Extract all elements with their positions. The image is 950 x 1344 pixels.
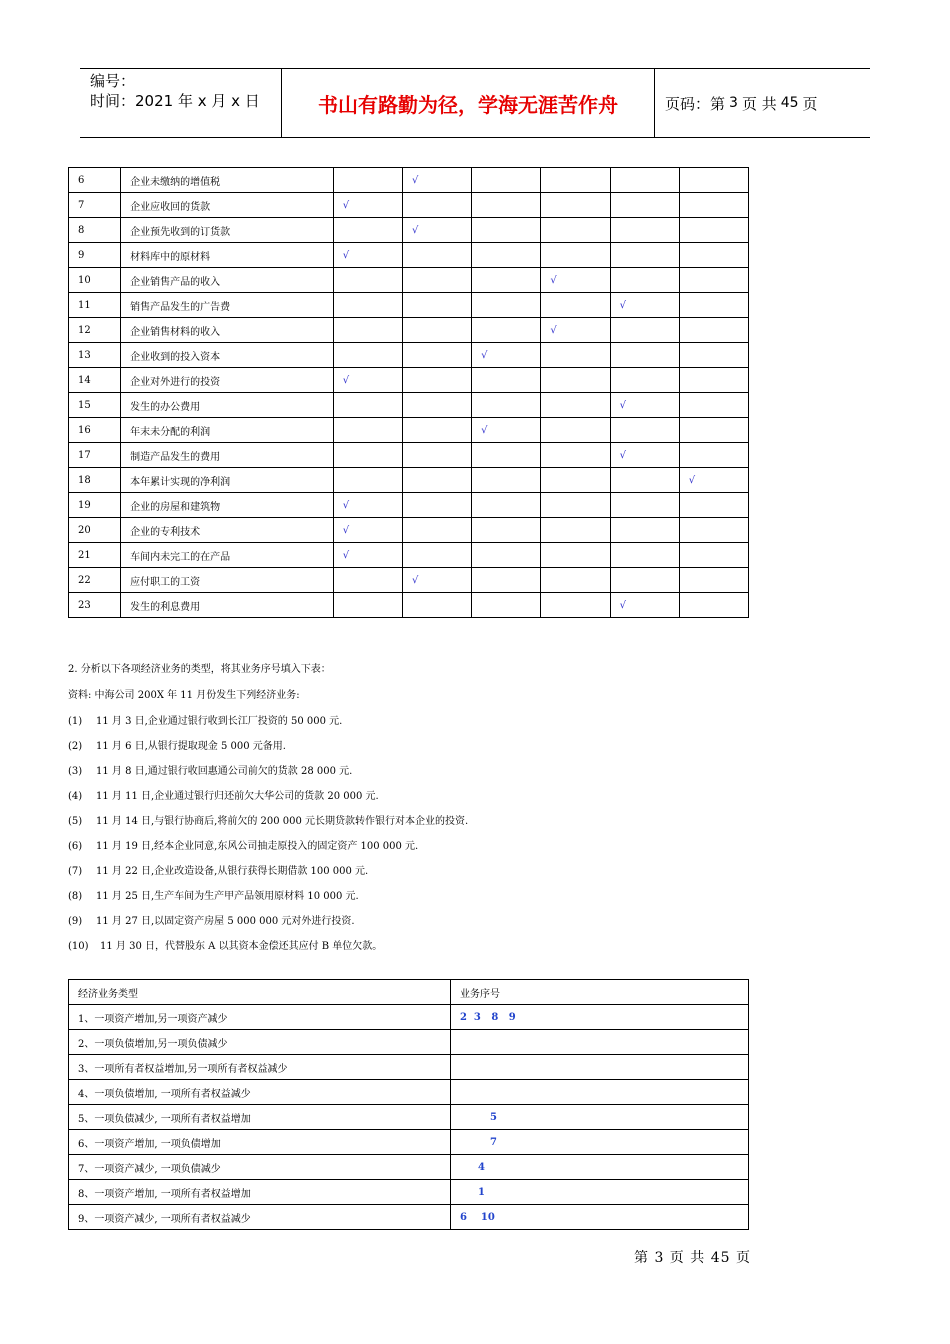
empty-cell xyxy=(610,493,679,518)
empty-cell xyxy=(679,568,748,593)
time-label: 时间：2021 年 x 月 x 日 xyxy=(90,92,260,110)
empty-cell xyxy=(333,568,402,593)
number-label: 编号： xyxy=(90,72,136,90)
header-type: 经济业务类型 xyxy=(69,980,451,1005)
empty-cell xyxy=(472,543,541,568)
empty-cell xyxy=(610,218,679,243)
row-description: 销售产品发生的广告费 xyxy=(121,293,334,318)
table-row xyxy=(69,493,749,518)
page-current: 3 xyxy=(729,95,738,111)
item-index: (2) xyxy=(68,741,83,752)
check-mark: √ xyxy=(541,268,610,293)
empty-cell xyxy=(541,393,610,418)
business-type: 3、一项所有者权益增加,另一项所有者权益减少 xyxy=(69,1055,451,1080)
empty-cell xyxy=(472,468,541,493)
row-description: 年末未分配的利润 xyxy=(121,418,334,443)
header-page-number xyxy=(655,69,870,137)
empty-cell xyxy=(472,393,541,418)
check-mark: √ xyxy=(333,368,402,393)
empty-cell xyxy=(402,318,471,343)
empty-cell xyxy=(333,418,402,443)
list-item xyxy=(68,712,342,727)
empty-cell xyxy=(402,468,471,493)
check-mark: √ xyxy=(333,243,402,268)
row-number: 23 xyxy=(69,593,121,618)
empty-cell xyxy=(402,368,471,393)
row-description: 车间内未完工的在产品 xyxy=(121,543,334,568)
item-text: 11 月 25 日,生产车间为生产甲产品领用原材料 10 000 元. xyxy=(96,891,359,902)
row-description: 企业对外进行的投资 xyxy=(121,368,334,393)
row-number: 22 xyxy=(69,568,121,593)
empty-cell xyxy=(679,218,748,243)
table-row xyxy=(69,1030,749,1055)
table-row xyxy=(69,518,749,543)
classification-table xyxy=(68,167,749,618)
page-header xyxy=(80,68,870,138)
row-description: 本年累计实现的净利润 xyxy=(121,468,334,493)
item-index: (9) xyxy=(68,916,83,927)
table-row xyxy=(69,1155,749,1180)
check-mark: √ xyxy=(610,443,679,468)
empty-cell xyxy=(610,193,679,218)
check-mark: √ xyxy=(610,393,679,418)
item-text: 11 月 27 日,以固定资产房屋 5 000 000 元对外进行投资. xyxy=(96,916,355,927)
row-number: 19 xyxy=(69,493,121,518)
empty-cell xyxy=(402,593,471,618)
page-footer: 第 3 页 共 45 页 xyxy=(634,1250,751,1266)
empty-cell xyxy=(610,468,679,493)
row-description: 企业预先收到的订货款 xyxy=(121,218,334,243)
empty-cell xyxy=(472,218,541,243)
empty-cell xyxy=(679,443,748,468)
list-item xyxy=(68,887,359,902)
empty-cell xyxy=(610,343,679,368)
section2-source: 资料: 中海公司 200X 年 11 月份发生下列经济业务: xyxy=(68,690,300,701)
empty-cell xyxy=(541,343,610,368)
empty-cell xyxy=(472,193,541,218)
table-row xyxy=(69,168,749,193)
empty-cell xyxy=(333,343,402,368)
section2-intro: 2. 分析以下各项经济业务的类型，将其业务序号填入下表： xyxy=(68,664,331,675)
empty-cell xyxy=(333,268,402,293)
row-description: 企业的房屋和建筑物 xyxy=(121,493,334,518)
empty-cell xyxy=(472,268,541,293)
item-text: 11 月 8 日,通过银行收回惠通公司前欠的货款 28 000 元. xyxy=(96,766,353,777)
business-type-table xyxy=(68,979,749,1230)
empty-cell xyxy=(472,593,541,618)
empty-cell xyxy=(610,368,679,393)
empty-cell xyxy=(679,518,748,543)
list-item xyxy=(68,787,379,802)
check-mark: √ xyxy=(333,518,402,543)
empty-cell xyxy=(541,193,610,218)
empty-cell xyxy=(679,593,748,618)
empty-cell xyxy=(402,293,471,318)
row-description: 企业的专利技术 xyxy=(121,518,334,543)
check-mark: √ xyxy=(679,468,748,493)
row-number: 11 xyxy=(69,293,121,318)
table-row xyxy=(69,243,749,268)
business-numbers: 7 xyxy=(451,1130,749,1155)
table-row xyxy=(69,293,749,318)
item-text: 11 月 19 日,经本企业同意,东风公司抽走原投入的固定资产 100 000 元. xyxy=(96,841,419,852)
check-mark: √ xyxy=(402,218,471,243)
table-row xyxy=(69,1055,749,1080)
empty-cell xyxy=(541,493,610,518)
row-number: 6 xyxy=(69,168,121,193)
empty-cell xyxy=(333,168,402,193)
item-text: 11 月 30 日，代替股东 A 以其资本金偿还其应付 B 单位欠款。 xyxy=(100,941,383,952)
empty-cell xyxy=(472,443,541,468)
table-row xyxy=(69,268,749,293)
check-mark: √ xyxy=(333,193,402,218)
row-description: 材料库中的原材料 xyxy=(121,243,334,268)
table-row xyxy=(69,1180,749,1205)
empty-cell xyxy=(679,293,748,318)
empty-cell xyxy=(402,243,471,268)
empty-cell xyxy=(333,468,402,493)
item-text: 11 月 3 日,企业通过银行收到长江厂投资的 50 000 元. xyxy=(96,716,343,727)
empty-cell xyxy=(472,368,541,393)
business-type: 5、一项负债减少, 一项所有者权益增加 xyxy=(69,1105,451,1130)
row-number: 12 xyxy=(69,318,121,343)
row-description: 企业应收回的货款 xyxy=(121,193,334,218)
business-type: 7、一项资产减少, 一项负债减少 xyxy=(69,1155,451,1180)
business-numbers: 6 10 xyxy=(451,1205,749,1230)
empty-cell xyxy=(610,518,679,543)
table-row xyxy=(69,343,749,368)
table-row xyxy=(69,193,749,218)
item-text: 11 月 11 日,企业通过银行归还前欠大华公司的货款 20 000 元. xyxy=(96,791,379,802)
check-mark: √ xyxy=(610,593,679,618)
table-row xyxy=(69,443,749,468)
empty-cell xyxy=(679,243,748,268)
business-numbers: 1 xyxy=(451,1180,749,1205)
empty-cell xyxy=(679,343,748,368)
business-numbers: 5 xyxy=(451,1105,749,1130)
list-item xyxy=(68,862,368,877)
empty-cell xyxy=(679,543,748,568)
empty-cell xyxy=(541,368,610,393)
empty-cell xyxy=(472,293,541,318)
item-index: (3) xyxy=(68,766,83,777)
row-description: 企业销售产品的收入 xyxy=(121,268,334,293)
empty-cell xyxy=(541,543,610,568)
empty-cell xyxy=(402,543,471,568)
item-text: 11 月 14 日,与银行协商后,将前欠的 200 000 元长期贷款转作银行对本企业的投资. xyxy=(96,816,469,827)
check-mark: √ xyxy=(610,293,679,318)
list-item xyxy=(68,737,286,752)
empty-cell xyxy=(472,518,541,543)
empty-cell xyxy=(333,318,402,343)
empty-cell xyxy=(541,218,610,243)
business-numbers: 4 xyxy=(451,1155,749,1180)
business-type: 4、一项负债增加, 一项所有者权益减少 xyxy=(69,1080,451,1105)
table-row xyxy=(69,1080,749,1105)
table-row xyxy=(69,468,749,493)
row-description: 企业未缴纳的增值税 xyxy=(121,168,334,193)
row-number: 16 xyxy=(69,418,121,443)
list-item xyxy=(68,912,355,927)
item-index: (10) xyxy=(68,941,89,952)
empty-cell xyxy=(472,168,541,193)
empty-cell xyxy=(333,443,402,468)
table-row xyxy=(69,393,749,418)
table-row xyxy=(69,593,749,618)
empty-cell xyxy=(472,318,541,343)
business-type: 9、一项资产减少, 一项所有者权益减少 xyxy=(69,1205,451,1230)
empty-cell xyxy=(541,168,610,193)
table-row xyxy=(69,1205,749,1230)
empty-cell xyxy=(402,493,471,518)
row-number: 17 xyxy=(69,443,121,468)
empty-cell xyxy=(679,393,748,418)
empty-cell xyxy=(541,243,610,268)
empty-cell xyxy=(402,193,471,218)
empty-cell xyxy=(541,593,610,618)
business-type: 2、一项负债增加,另一项负债减少 xyxy=(69,1030,451,1055)
empty-cell xyxy=(333,218,402,243)
empty-cell xyxy=(679,193,748,218)
empty-cell xyxy=(610,268,679,293)
empty-cell xyxy=(679,418,748,443)
row-number: 9 xyxy=(69,243,121,268)
row-number: 10 xyxy=(69,268,121,293)
business-type: 8、一项资产增加, 一项所有者权益增加 xyxy=(69,1180,451,1205)
business-numbers xyxy=(451,1055,749,1080)
empty-cell xyxy=(402,418,471,443)
empty-cell xyxy=(610,243,679,268)
check-mark: √ xyxy=(472,343,541,368)
row-description: 发生的利息费用 xyxy=(121,593,334,618)
empty-cell xyxy=(610,168,679,193)
row-number: 13 xyxy=(69,343,121,368)
empty-cell xyxy=(472,568,541,593)
row-description: 制造产品发生的费用 xyxy=(121,443,334,468)
empty-cell xyxy=(541,293,610,318)
empty-cell xyxy=(333,293,402,318)
empty-cell xyxy=(610,568,679,593)
header-meta xyxy=(80,69,282,137)
empty-cell xyxy=(679,318,748,343)
row-number: 21 xyxy=(69,543,121,568)
empty-cell xyxy=(541,568,610,593)
header-no: 业务序号 xyxy=(451,980,749,1005)
row-description: 企业收到的投入资本 xyxy=(121,343,334,368)
empty-cell xyxy=(679,168,748,193)
table-row xyxy=(69,1005,749,1030)
page-suffix: 页 xyxy=(802,94,818,113)
table-row xyxy=(69,543,749,568)
table-row xyxy=(69,218,749,243)
empty-cell xyxy=(402,393,471,418)
check-mark: √ xyxy=(333,493,402,518)
row-number: 15 xyxy=(69,393,121,418)
item-index: (6) xyxy=(68,841,83,852)
empty-cell xyxy=(610,318,679,343)
row-description: 企业销售材料的收入 xyxy=(121,318,334,343)
empty-cell xyxy=(541,518,610,543)
row-number: 14 xyxy=(69,368,121,393)
table-row xyxy=(69,1130,749,1155)
check-mark: √ xyxy=(402,168,471,193)
empty-cell xyxy=(402,268,471,293)
table-row xyxy=(69,368,749,393)
header-motto: 书山有路勤为径，学海无涯苦作舟 xyxy=(282,69,655,137)
row-number: 7 xyxy=(69,193,121,218)
empty-cell xyxy=(610,418,679,443)
item-index: (4) xyxy=(68,791,83,802)
table-row xyxy=(69,568,749,593)
check-mark: √ xyxy=(333,543,402,568)
business-numbers xyxy=(451,1030,749,1055)
list-item xyxy=(68,837,418,852)
row-number: 18 xyxy=(69,468,121,493)
item-text: 11 月 22 日,企业改造设备,从银行获得长期借款 100 000 元. xyxy=(96,866,369,877)
empty-cell xyxy=(472,493,541,518)
list-item xyxy=(68,812,468,827)
table-row xyxy=(69,418,749,443)
empty-cell xyxy=(402,518,471,543)
table-header-row xyxy=(69,980,749,1005)
business-numbers: 2 3 8 9 xyxy=(451,1005,749,1030)
list-item xyxy=(68,762,352,777)
row-description: 发生的办公费用 xyxy=(121,393,334,418)
item-index: (5) xyxy=(68,816,83,827)
page-mid: 页 共 xyxy=(741,94,777,113)
check-mark: √ xyxy=(402,568,471,593)
business-type: 1、一项资产增加,另一项资产减少 xyxy=(69,1005,451,1030)
empty-cell xyxy=(541,468,610,493)
table-row xyxy=(69,318,749,343)
row-number: 8 xyxy=(69,218,121,243)
empty-cell xyxy=(679,268,748,293)
check-mark: √ xyxy=(472,418,541,443)
empty-cell xyxy=(610,543,679,568)
empty-cell xyxy=(472,243,541,268)
item-text: 11 月 6 日,从银行提取现金 5 000 元备用. xyxy=(96,741,286,752)
table-row xyxy=(69,1105,749,1130)
business-type: 6、一项资产增加, 一项负债增加 xyxy=(69,1130,451,1155)
list-item xyxy=(68,937,382,952)
item-index: (8) xyxy=(68,891,83,902)
empty-cell xyxy=(333,593,402,618)
business-numbers xyxy=(451,1080,749,1105)
empty-cell xyxy=(541,443,610,468)
check-mark: √ xyxy=(541,318,610,343)
empty-cell xyxy=(679,368,748,393)
page-prefix: 页码：第 xyxy=(665,94,726,113)
row-description: 应付职工的工资 xyxy=(121,568,334,593)
item-index: (1) xyxy=(68,716,83,727)
empty-cell xyxy=(402,443,471,468)
page-total: 45 xyxy=(780,95,799,111)
item-index: (7) xyxy=(68,866,83,877)
empty-cell xyxy=(541,418,610,443)
empty-cell xyxy=(679,493,748,518)
empty-cell xyxy=(333,393,402,418)
row-number: 20 xyxy=(69,518,121,543)
empty-cell xyxy=(402,343,471,368)
